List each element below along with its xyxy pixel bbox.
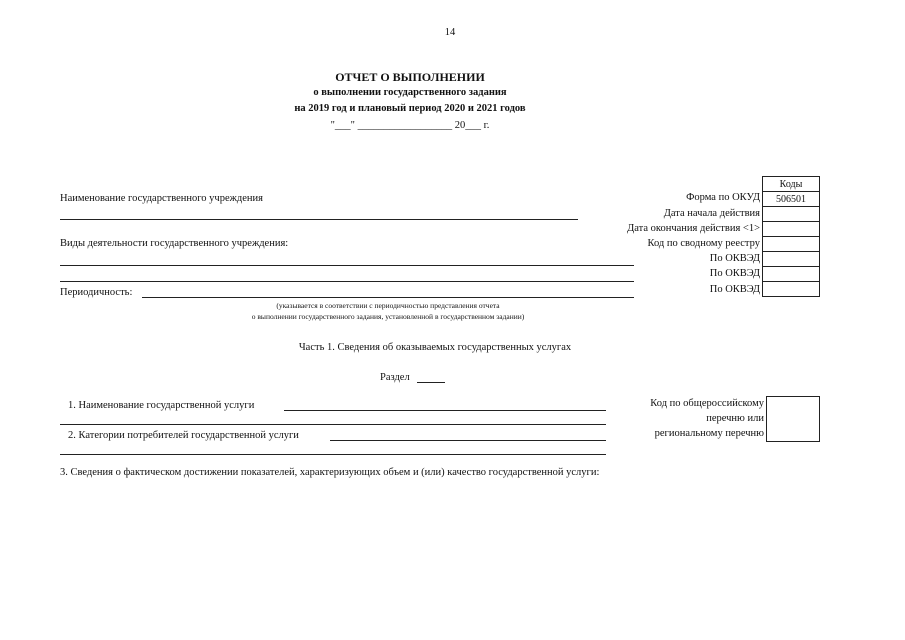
section-label: Раздел: [380, 372, 410, 383]
code-okud-value: 506501: [763, 192, 820, 207]
periodicity-note-1: (указывается в соответствии с периодичностью представления отчета: [276, 301, 500, 310]
institution-label: Наименование государственного учреждения: [60, 193, 263, 204]
consumer-categories-line: [330, 440, 606, 441]
activities-line-1: [60, 265, 634, 266]
activities-label: Виды деятельности государственного учреждения:: [60, 238, 289, 249]
registry-code-box: [766, 396, 820, 442]
consumer-categories-line-2: [60, 454, 606, 455]
periodicity-note-2: о выполнении государственного задания, установленной в государственном задании): [251, 312, 525, 321]
code-okved-1-label: По ОКВЭД: [709, 253, 760, 264]
codes-table: [762, 176, 820, 297]
code-end-date-label: Дата окончания действия <1>: [627, 223, 760, 234]
code-start-date-label: Дата начала действия: [663, 208, 760, 219]
indicators-heading: 3. Сведения о фактическом достижении показателей, характеризующих объем и (или) качество государственной услуги:: [60, 467, 600, 478]
code-okved-1-value: [763, 252, 820, 267]
activities-line-2: [60, 281, 634, 282]
part1-title: Часть 1. Сведения об оказываемых государственных услугах: [298, 342, 572, 353]
report-date-line: "___" __________________ 20___ г.: [330, 120, 490, 131]
code-okved-2-value: [763, 267, 820, 282]
registry-code-label-3: региональному перечню: [654, 428, 764, 439]
report-subtitle: о выполнении государственного задания: [313, 87, 507, 98]
report-period: на 2019 год и плановый период 2020 и 2021 годов: [294, 103, 526, 114]
service-name-label: 1. Наименование государственной услуги: [68, 400, 255, 411]
periodicity-label: Периодичность:: [60, 287, 133, 298]
service-name-line-2: [60, 424, 606, 425]
page-number: 14: [444, 27, 456, 38]
code-okved-3-label: По ОКВЭД: [709, 284, 760, 295]
code-registry-value: [763, 237, 820, 252]
service-name-line: [284, 410, 606, 411]
code-start-date-value: [763, 207, 820, 222]
registry-code-label-1: Код по общероссийскому: [650, 398, 764, 409]
institution-line: [60, 219, 578, 220]
registry-code-label-2: перечню или: [706, 413, 764, 424]
code-end-date-value: [763, 222, 820, 237]
code-okud-label: Форма по ОКУД: [686, 192, 760, 203]
code-okved-2-label: По ОКВЭД: [709, 268, 760, 279]
report-title: ОТЧЕТ О ВЫПОЛНЕНИИ: [335, 70, 485, 84]
codes-header: Коды: [763, 177, 820, 192]
code-okved-3-value: [763, 282, 820, 297]
code-registry-label: Код по сводному реестру: [647, 238, 760, 249]
periodicity-line: [142, 297, 634, 298]
section-number-line: [417, 382, 445, 383]
consumer-categories-label: 2. Категории потребителей государственной услуги: [68, 430, 299, 441]
